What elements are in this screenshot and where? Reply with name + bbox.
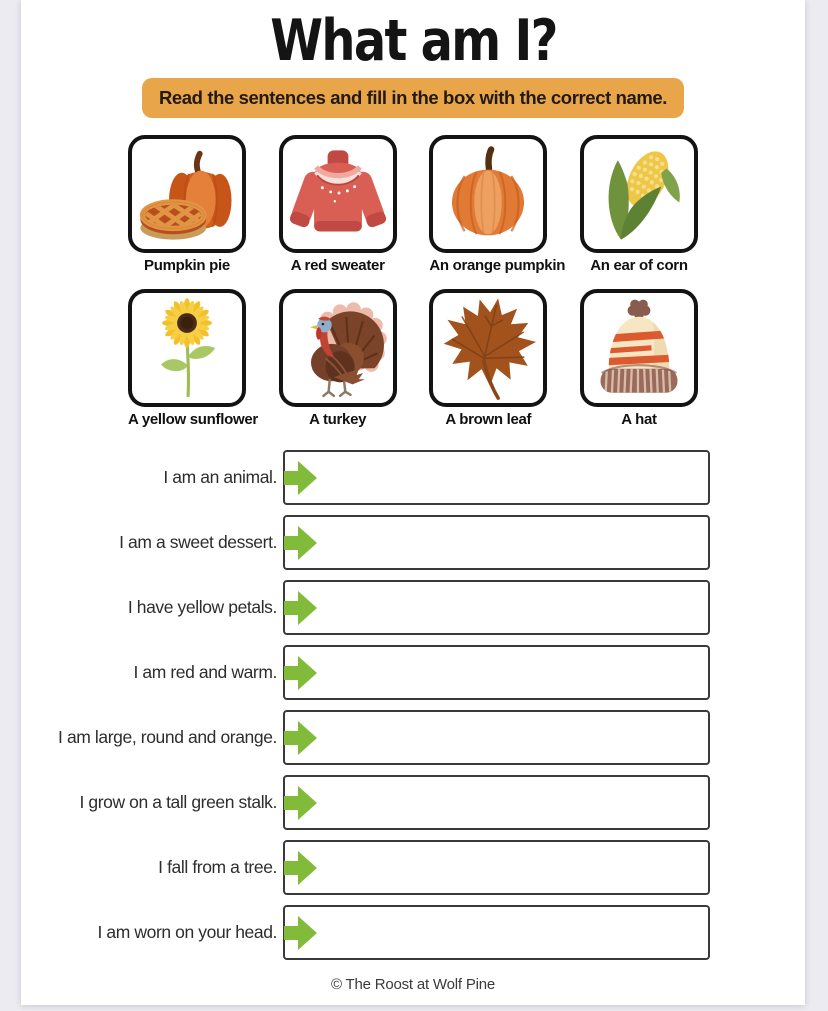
answer-input-3[interactable] bbox=[325, 582, 704, 633]
arrow-right-icon bbox=[283, 588, 319, 628]
winter-hat-illustration bbox=[587, 296, 691, 400]
card-hat bbox=[580, 289, 698, 428]
question-prompt: I am worn on your head. bbox=[97, 922, 277, 942]
question-prompt: I am large, round and orange. bbox=[58, 727, 277, 747]
card-label: A hat bbox=[621, 411, 657, 428]
question-row-6 bbox=[21, 775, 805, 830]
answer-box-1[interactable] bbox=[283, 450, 710, 505]
ear-of-corn-illustration bbox=[586, 141, 692, 247]
card-turkey bbox=[279, 289, 397, 428]
answer-input-1[interactable] bbox=[325, 452, 704, 503]
question-row-8 bbox=[21, 905, 805, 960]
card-label: A yellow sunflower bbox=[128, 411, 258, 428]
card-yellow-sunflower bbox=[128, 289, 258, 428]
answer-box-2[interactable] bbox=[283, 515, 710, 570]
instruction-banner: Read the sentences and fill in the box with the correct name. bbox=[142, 78, 684, 118]
question-prompt: I grow on a tall green stalk. bbox=[79, 792, 277, 812]
arrow-right-icon bbox=[283, 653, 319, 693]
card-frame bbox=[279, 289, 397, 407]
card-ear-of-corn bbox=[580, 135, 698, 274]
answer-box-4[interactable] bbox=[283, 645, 710, 700]
card-orange-pumpkin bbox=[429, 135, 566, 274]
question-prompt: I am an animal. bbox=[163, 467, 277, 487]
card-label: An orange pumpkin bbox=[429, 257, 566, 274]
card-red-sweater bbox=[279, 135, 397, 274]
card-pumpkin-pie bbox=[128, 135, 246, 274]
brown-leaf-illustration bbox=[433, 290, 543, 406]
arrow-right-icon bbox=[283, 848, 319, 888]
card-frame bbox=[128, 289, 246, 407]
red-sweater-illustration bbox=[286, 142, 390, 246]
question-row-4 bbox=[21, 645, 805, 700]
question-row-3 bbox=[21, 580, 805, 635]
question-prompt: I fall from a tree. bbox=[158, 857, 277, 877]
answer-input-5[interactable] bbox=[325, 712, 704, 763]
orange-pumpkin-illustration bbox=[435, 141, 541, 247]
arrow-right-icon bbox=[283, 458, 319, 498]
answer-box-5[interactable] bbox=[283, 710, 710, 765]
question-row-7 bbox=[21, 840, 805, 895]
card-label: A brown leaf bbox=[445, 411, 532, 428]
question-row-1 bbox=[21, 450, 805, 505]
question-prompt: I am a sweet dessert. bbox=[119, 532, 277, 552]
card-label: A red sweater bbox=[290, 257, 385, 274]
card-frame bbox=[429, 289, 547, 407]
card-frame bbox=[128, 135, 246, 253]
question-list bbox=[21, 450, 805, 960]
answer-input-2[interactable] bbox=[325, 517, 704, 568]
answer-input-6[interactable] bbox=[325, 777, 704, 828]
card-frame bbox=[580, 135, 698, 253]
pumpkin-pie-illustration bbox=[134, 141, 240, 247]
card-frame bbox=[580, 289, 698, 407]
card-brown-leaf bbox=[429, 289, 547, 428]
question-row-2 bbox=[21, 515, 805, 570]
page-title: What am I? bbox=[269, 8, 557, 74]
answer-input-4[interactable] bbox=[325, 647, 704, 698]
card-grid bbox=[128, 135, 698, 428]
arrow-right-icon bbox=[283, 783, 319, 823]
footer-credit: © The Roost at Wolf Pine bbox=[330, 976, 496, 993]
answer-input-8[interactable] bbox=[325, 907, 704, 958]
answer-box-6[interactable] bbox=[283, 775, 710, 830]
turkey-illustration bbox=[286, 296, 390, 400]
arrow-right-icon bbox=[283, 718, 319, 758]
sunflower-illustration bbox=[135, 296, 239, 400]
answer-box-7[interactable] bbox=[283, 840, 710, 895]
worksheet-page bbox=[21, 0, 805, 1005]
answer-box-8[interactable] bbox=[283, 905, 710, 960]
question-prompt: I have yellow petals. bbox=[127, 597, 277, 617]
arrow-right-icon bbox=[283, 913, 319, 953]
answer-box-3[interactable] bbox=[283, 580, 710, 635]
arrow-right-icon bbox=[283, 523, 319, 563]
card-label: A turkey bbox=[309, 411, 367, 428]
question-prompt: I am red and warm. bbox=[133, 662, 277, 682]
answer-input-7[interactable] bbox=[325, 842, 704, 893]
card-frame bbox=[429, 135, 547, 253]
question-row-5 bbox=[21, 710, 805, 765]
card-frame bbox=[279, 135, 397, 253]
card-label: An ear of corn bbox=[590, 257, 688, 274]
card-label: Pumpkin pie bbox=[144, 257, 230, 274]
